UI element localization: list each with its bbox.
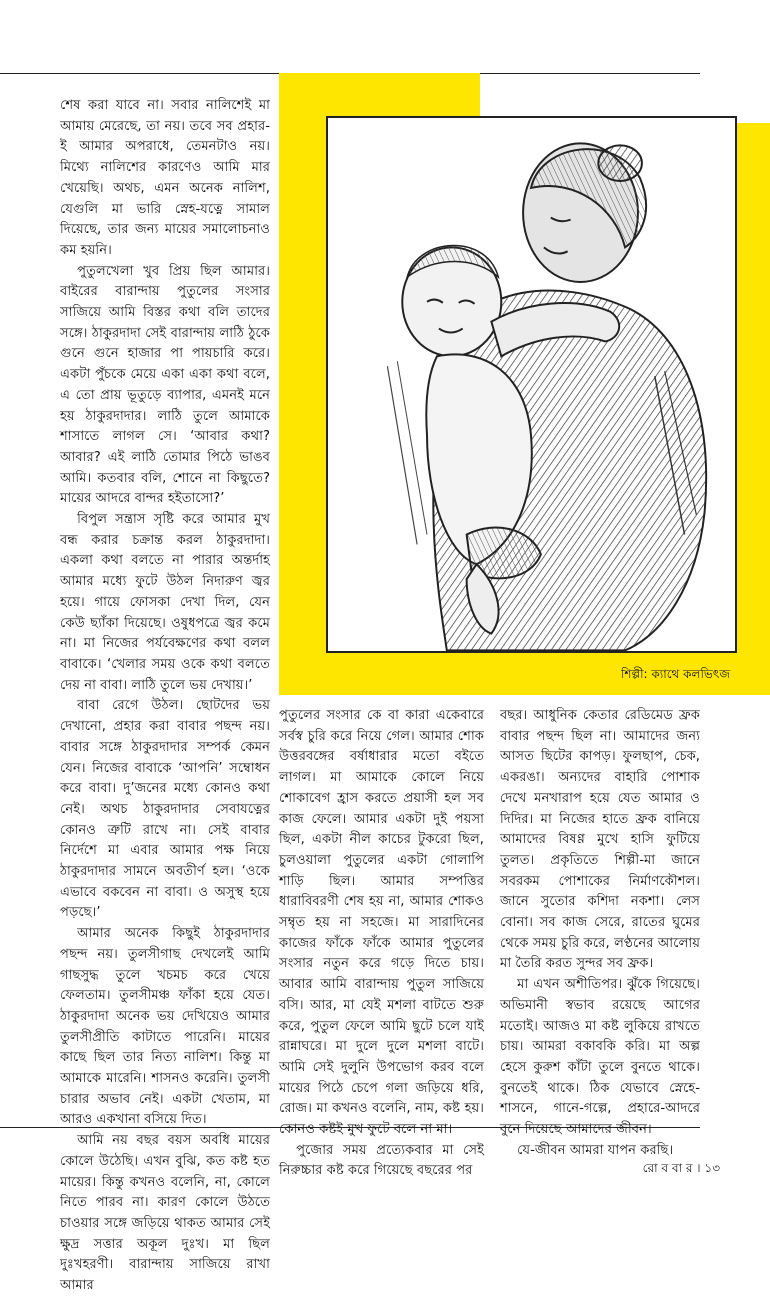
paragraph: আমার অনেক কিছুই ঠাকুরদাদার পছন্দ নয়। তুলসীগাছ দেখলেই আমি গাছসুদ্ধ তুলে খচমচ করে খেয়ে ফেলতাম। তুলসীমঞ্চ ফাঁকা হয়ে যেত। ঠাকুরদাদা অনেক ভয় দেখিয়েও আমার তুলসীপ্রীতি কাটাতে পারেনি। মায়ের কাছে ছিল তার নিত্য নালিশ। কিন্তু মা আমাকে মারেনি। শাসনও করেনি। তুলসী চারার অভাব নেই। একটা খেতাম, মা আরও একখানা বসিয়ে দিত। bbox=[60, 926, 270, 1128]
article-column-1 bbox=[60, 96, 270, 1294]
paragraph: শেষ করা যাবে না। সবার নালিশেই মা আমায় মেরেছে, তা নয়। তবে সব প্রহার-ই আমার অপরাধে, তেমনটাও নয়। মিথ্যে নালিশের কারণেও আমি মার খেয়েছি। অথচ, এমন অনেক নালিশ, যেগুলি মা ভারি স্নেহ-যত্নে সামাল দিয়েছে, তার জন্য মায়ের সমালোচনাও কম হয়নি। bbox=[60, 98, 270, 258]
artwork-caption: শিল্পী: ক্যাথে কলভিৎজ bbox=[620, 667, 730, 681]
artwork-frame bbox=[326, 116, 737, 653]
page-folio: রো ব বা র । ১৩ bbox=[642, 1161, 720, 1175]
mother-child-sketch bbox=[328, 118, 735, 651]
paragraph: পুতুলের সংসার কে বা কারা একেবারে সর্বস্ব চুরি করে নিয়ে গেল। আমার শোক উত্তরবঙ্গের বর্ষাধারার মতো বইতে লাগল। মা আমাকে কোলে নিয়ে শোকাবেগ হ্রাস করতে প্রয়াসী হল সব কাজ ফেলে। আমার একটা দুই পয়সা ছিল, একটা নীল কাচের টুকরো ছিল, চুলওয়ালা পুতুলের একটা গোলাপি শাড়ি ছিল। আমার সম্পত্তির ধারাবিবরণী শেষ হয় না, আমার শোকও সম্বৃত হয় না সহজে। মা সারাদিনের কাজের ফাঁকে ফাঁকে আমার পুতুলের সংসার নতুন করে গড়ে দিতে চায়। আবার আমি বারান্দায় পুতুল সাজিয়ে বসি। আর, মা যেই মশলা বাটতে শুরু করে, পুতুল ফেলে আমি ছুটে চলে যাই রান্নাঘরে। মা দুলে দুলে মশলা বাটে। আমি সেই দুলুনি উপভোগ করব বলে মায়ের পিঠে চেপে গলা জড়িয়ে ধরি, রোজ। মা কখনও বলেনি, নাম, কষ্ট হয়। কোনও কষ্টই মুখ ফুটে বলে না মা। bbox=[279, 708, 484, 1138]
paragraph: বাবা রেগে উঠল। ছোটদের ভয় দেখানো, প্রহার করা বাবার পছন্দ নয়। বাবার সঙ্গে ঠাকুরদাদার সম্পর্ক কেমন যেন। নিজের বাবাকে ‘আপনি’ সম্বোধন করে বাবা। দু’জনের মধ্যে কোনও কথা নেই। অথচ ঠাকুরদাদার সেবাযত্নের কোনও ত্রুটি রাখে না। সেই বাবার নির্দেশে মা এবার আমার পক্ষ নিয়ে ঠাকুরদাদার সামনে অবতীর্ণ হল। ‘ওকে এভাবে বকবেন না বাবা। ও অসুস্থ হয়ে পড়ছে।’ bbox=[60, 698, 270, 921]
paragraph: পুজোর সময় প্রত্যেকবার মা সেই নিরুচ্চার কষ্ট করে গিয়েছে বছরের পর bbox=[279, 1142, 484, 1179]
paragraph: পুতুলখেলা খুব প্রিয় ছিল আমার। বাইরের বারান্দায় পুতুলের সংসার সাজিয়ে আমি বিস্তর কথা বলি তাদের সঙ্গে। ঠাকুরদাদা সেই বারান্দায় লাঠি ঠুকে গুনে গুনে হাজার পা পায়চারি করে। একটা পুঁচকে মেয়ে একা একা কথা বলে, এ তো প্রায় ভূতুড়ে ব্যাপার, এমনই মনে হয় ঠাকুরদাদার। লাঠি তুলে আমাকে শাসাতে লাগল সে। ‘আবার কথা? আবার? এই লাঠি তোমার পিঠে ভাঙব আমি। কতবার বলি, শোনে না কিছুতে? মায়ের আদরে বান্দর হইতাসো?’ bbox=[60, 263, 270, 507]
article-column-2 bbox=[279, 706, 484, 1179]
paragraph: যে-জীবন আমরা যাপন করছি। bbox=[517, 1142, 674, 1158]
article-column-3 bbox=[500, 706, 700, 1158]
paragraph: বছর। আধুনিক কেতার রেডিমেড ফ্রক বাবার পছন্দ ছিল না। আমাদের জন্য আসত ছিটের কাপড়। ফুলছাপ, চেক, একরঙা। অন্যদের বাহারি পোশাক দেখে মনখারাপ হয়ে যেত আমার ও দিদির। মা নিজের হাতে ফ্রক বানিয়ে আমাদের বিষণ্ণ মুখে হাসি ফুটিয়ে তুলত। প্রকৃতিতে শিল্পী-মা জানে সবরকম পোশাকের নির্মাণকৌশল। জানে সুতোর কশিদা নকশা। লেস বোনা। সব কাজ সেরে, রাতের ঘুমের থেকে সময় চুরি করে, লণ্ঠনের আলোয় মা তৈরি করত সুন্দর সব ফ্রক। bbox=[500, 708, 700, 972]
paragraph: আমি নয় বছর বয়স অবধি মায়ের কোলে উঠেছি। এখন বুঝি, কত কষ্ট হত মায়ের। কিন্তু কখনও বলেনি, না, কোলে নিতে পারব না। কারণ কোলে উঠতে চাওয়ার সঙ্গে জড়িয়ে থাকত আমার সেই ক্ষুদ্র সত্তার অকূল দুঃখ। মা ছিল দুঃখহরণী। বারান্দায় সাজিয়ে রাখা আমার bbox=[60, 1133, 270, 1294]
paragraph: বিপুল সন্ত্রাস সৃষ্টি করে আমার মুখ বন্ধ করার চক্রান্ত করল ঠাকুরদাদা। একলা কথা বলতে না পারার অন্তর্দাহ আমার মধ্যে ফুটে উঠল নিদারুণ জ্বর হয়ে। গায়ে ফোসকা দেখা দিল, যেন কেউ ছ্যাঁকা দিয়েছে। ওষুধপত্রে জ্বর কমে না। মা নিজের পর্যবেক্ষণের কথা বলল বাবাকে। ‘খেলার সময় ওকে কথা বলতে দেয় না বাবা। লাঠি তুলে ভয় দেখায়।’ bbox=[60, 512, 270, 693]
paragraph: মা এখন অশীতিপর। ঝুঁকে গিয়েছে। অভিমানী স্বভাব রয়েছে আগের মতোই। আজও মা কষ্ট লুকিয়ে রাখতে চায়। আমরা বকাবকি করি। মা অল্প হেসে কুরুশ কাঁটা তুলে বুনতে থাকে। বুনতেই থাকে। ঠিক যেভাবে স্নেহে-শাসনে, গানে-গল্পে, প্রহারে-আদরে বুনে দিয়েছে আমাদের জীবন। bbox=[500, 977, 700, 1138]
